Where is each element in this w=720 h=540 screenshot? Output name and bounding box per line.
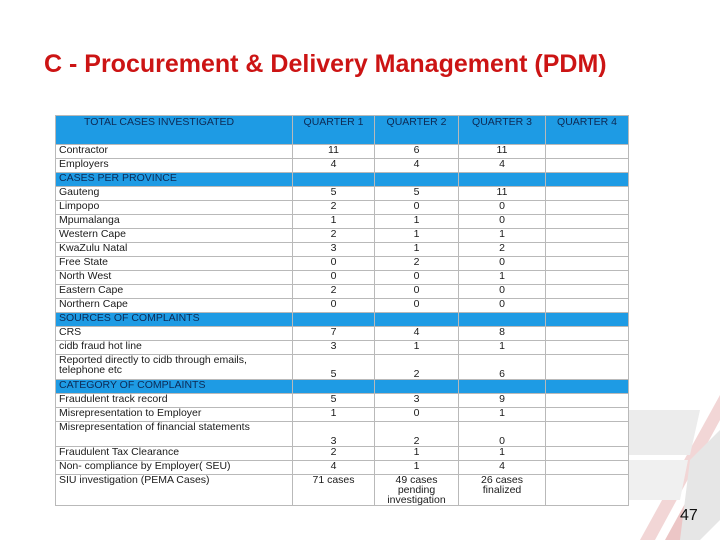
cell-q1: 1 <box>293 215 375 229</box>
cell-q4 <box>546 394 629 408</box>
cell-q4 <box>546 447 629 461</box>
table-section-row <box>56 313 629 327</box>
table-row <box>56 422 629 447</box>
header-cell-quarter-3: QUARTER 3 <box>459 116 546 145</box>
cell-q4 <box>546 475 629 506</box>
section-empty-cell <box>459 173 546 187</box>
row-label: Non- compliance by Employer( SEU) <box>56 461 293 475</box>
header-cell-total-cases: TOTAL CASES INVESTIGATED <box>56 116 293 145</box>
cell-q3: 0 <box>459 299 546 313</box>
cases-table-container <box>55 115 628 506</box>
cell-q4 <box>546 422 629 447</box>
cases-table <box>55 115 629 506</box>
cell-q3: 6 <box>459 355 546 380</box>
cell-q1: 0 <box>293 271 375 285</box>
row-label: Misrepresentation of financial statements <box>56 422 293 447</box>
row-label: Misrepresentation to Employer <box>56 408 293 422</box>
cell-q2: 4 <box>375 159 459 173</box>
cell-q3: 11 <box>459 145 546 159</box>
row-label: North West <box>56 271 293 285</box>
table-row <box>56 257 629 271</box>
cell-q1: 3 <box>293 243 375 257</box>
cell-q1: 2 <box>293 229 375 243</box>
section-empty-cell <box>293 173 375 187</box>
section-empty-cell <box>293 380 375 394</box>
cell-q2: 1 <box>375 447 459 461</box>
table-row <box>56 215 629 229</box>
cell-q3: 0 <box>459 285 546 299</box>
cell-q4 <box>546 229 629 243</box>
cell-q2: 0 <box>375 408 459 422</box>
cell-q2: 0 <box>375 271 459 285</box>
section-empty-cell <box>546 380 629 394</box>
cases-table-body <box>56 116 629 506</box>
cell-q3: 2 <box>459 243 546 257</box>
cell-q3: 4 <box>459 461 546 475</box>
cell-q4 <box>546 408 629 422</box>
cell-q4 <box>546 243 629 257</box>
cell-q3: 0 <box>459 215 546 229</box>
table-row <box>56 285 629 299</box>
cell-q1: 1 <box>293 408 375 422</box>
row-label: Fraudulent Tax Clearance <box>56 447 293 461</box>
table-row <box>56 159 629 173</box>
cell-q2: 5 <box>375 187 459 201</box>
header-cell-quarter-4: QUARTER 4 <box>546 116 629 145</box>
table-header-row <box>56 116 629 145</box>
decorative-grey-shape <box>628 410 700 455</box>
cell-q2: 0 <box>375 201 459 215</box>
row-label: Reported directly to cidb through emails, telephone etc <box>56 355 293 380</box>
cell-q2: 0 <box>375 299 459 313</box>
cell-q1: 2 <box>293 285 375 299</box>
cell-q2: 0 <box>375 285 459 299</box>
cell-q1: 7 <box>293 327 375 341</box>
cell-q3: 1 <box>459 271 546 285</box>
cell-q4 <box>546 257 629 271</box>
table-row <box>56 408 629 422</box>
row-label: Gauteng <box>56 187 293 201</box>
cell-q4 <box>546 285 629 299</box>
cell-q3: 1 <box>459 408 546 422</box>
cell-q4 <box>546 159 629 173</box>
cell-q2: 6 <box>375 145 459 159</box>
table-row <box>56 341 629 355</box>
cell-q4 <box>546 461 629 475</box>
row-label: Free State <box>56 257 293 271</box>
cell-q3: 8 <box>459 327 546 341</box>
header-cell-quarter-2: QUARTER 2 <box>375 116 459 145</box>
row-label: SIU investigation (PEMA Cases) <box>56 475 293 506</box>
table-row <box>56 243 629 257</box>
row-label: Northern Cape <box>56 299 293 313</box>
cell-q3: 0 <box>459 422 546 447</box>
row-label: Mpumalanga <box>56 215 293 229</box>
cell-q4 <box>546 299 629 313</box>
slide-title: C - Procurement & Delivery Management (PDM) <box>44 50 607 78</box>
cell-q3: 0 <box>459 201 546 215</box>
table-row <box>56 229 629 243</box>
row-label: cidb fraud hot line <box>56 341 293 355</box>
section-empty-cell <box>375 313 459 327</box>
cell-q3: 9 <box>459 394 546 408</box>
cell-q3: 11 <box>459 187 546 201</box>
cell-q1: 0 <box>293 257 375 271</box>
row-label: Contractor <box>56 145 293 159</box>
cell-q3: 26 cases finalized <box>459 475 546 506</box>
cell-q2: 2 <box>375 355 459 380</box>
cell-q4 <box>546 145 629 159</box>
section-empty-cell <box>293 313 375 327</box>
cell-q1: 3 <box>293 422 375 447</box>
cell-q4 <box>546 271 629 285</box>
cell-q4 <box>546 201 629 215</box>
table-row <box>56 461 629 475</box>
row-label: Limpopo <box>56 201 293 215</box>
section-heading: CASES PER PROVINCE <box>56 173 293 187</box>
cell-q3: 1 <box>459 229 546 243</box>
row-label: KwaZulu Natal <box>56 243 293 257</box>
table-row <box>56 394 629 408</box>
cell-q1: 11 <box>293 145 375 159</box>
section-heading: SOURCES OF COMPLAINTS <box>56 313 293 327</box>
cell-q1: 3 <box>293 341 375 355</box>
table-section-row <box>56 380 629 394</box>
cell-q1: 0 <box>293 299 375 313</box>
cell-q1: 5 <box>293 187 375 201</box>
cell-q2: 1 <box>375 461 459 475</box>
cell-q2: 4 <box>375 327 459 341</box>
cell-q2: 1 <box>375 215 459 229</box>
cell-q2: 2 <box>375 257 459 271</box>
cell-q1: 2 <box>293 201 375 215</box>
section-empty-cell <box>546 173 629 187</box>
cell-q4 <box>546 187 629 201</box>
table-row <box>56 201 629 215</box>
table-row <box>56 447 629 461</box>
row-label: Eastern Cape <box>56 285 293 299</box>
page-number: 47 <box>680 507 698 524</box>
cell-q1: 4 <box>293 461 375 475</box>
cell-q3: 0 <box>459 257 546 271</box>
cell-q1: 4 <box>293 159 375 173</box>
cell-q2: 2 <box>375 422 459 447</box>
section-empty-cell <box>375 173 459 187</box>
row-label: Employers <box>56 159 293 173</box>
cell-q4 <box>546 341 629 355</box>
table-row <box>56 299 629 313</box>
table-row <box>56 475 629 506</box>
section-empty-cell <box>375 380 459 394</box>
row-label: Western Cape <box>56 229 293 243</box>
decorative-grey-shape <box>628 460 688 500</box>
cell-q2: 1 <box>375 243 459 257</box>
table-row <box>56 271 629 285</box>
table-row <box>56 327 629 341</box>
table-row <box>56 355 629 380</box>
cell-q3: 1 <box>459 447 546 461</box>
table-section-row <box>56 173 629 187</box>
cell-q1: 2 <box>293 447 375 461</box>
row-label: CRS <box>56 327 293 341</box>
cell-q1: 5 <box>293 355 375 380</box>
cell-q4 <box>546 327 629 341</box>
cell-q2: 1 <box>375 341 459 355</box>
header-cell-quarter-1: QUARTER 1 <box>293 116 375 145</box>
cell-q2: 49 cases pending investigation <box>375 475 459 506</box>
cell-q3: 4 <box>459 159 546 173</box>
section-empty-cell <box>459 380 546 394</box>
section-empty-cell <box>459 313 546 327</box>
cell-q3: 1 <box>459 341 546 355</box>
row-label: Fraudulent track record <box>56 394 293 408</box>
cell-q2: 1 <box>375 229 459 243</box>
cell-q4 <box>546 215 629 229</box>
cell-q2: 3 <box>375 394 459 408</box>
cell-q1: 5 <box>293 394 375 408</box>
section-empty-cell <box>546 313 629 327</box>
table-row <box>56 187 629 201</box>
table-row <box>56 145 629 159</box>
section-heading: CATEGORY OF COMPLAINTS <box>56 380 293 394</box>
cell-q1: 71 cases <box>293 475 375 506</box>
cell-q4 <box>546 355 629 380</box>
